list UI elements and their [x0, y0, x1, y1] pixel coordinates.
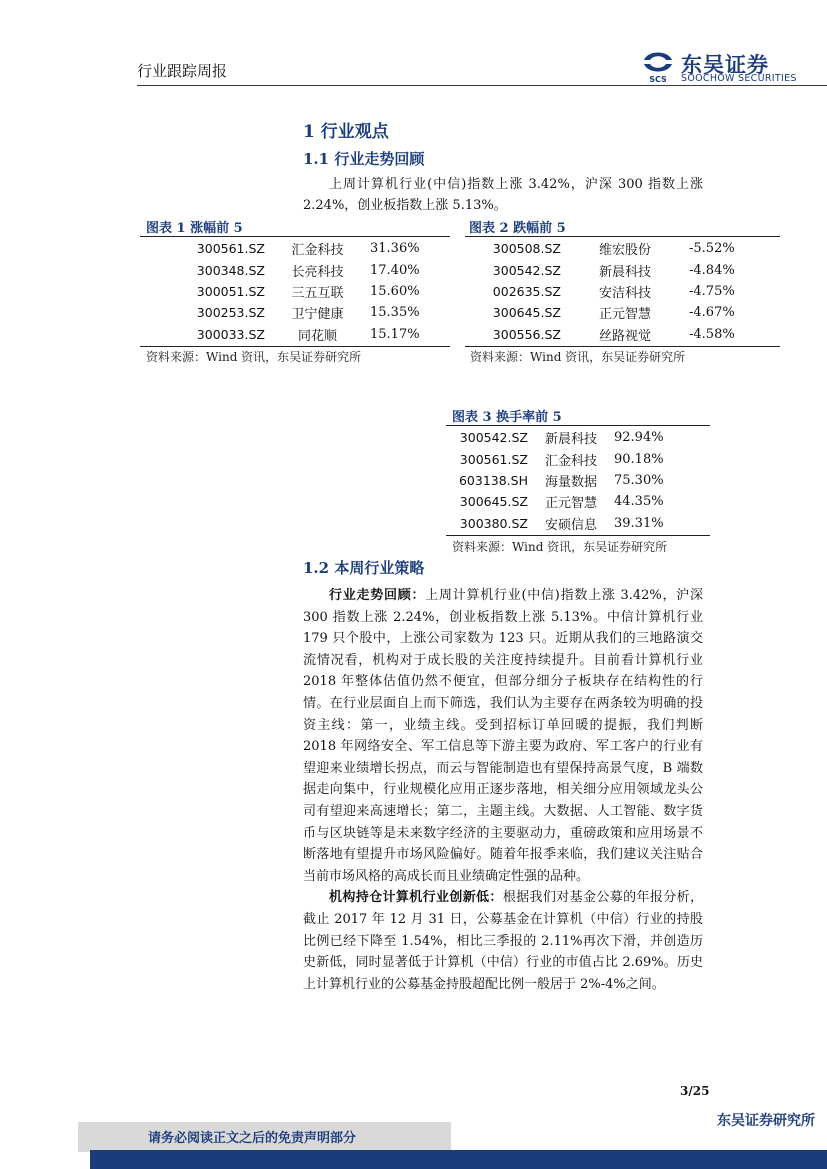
- table-row: [446, 448, 710, 469]
- stock-change: -4.84%: [689, 262, 735, 278]
- logo-mark-text: SCS: [649, 75, 667, 84]
- stock-code: 300645.SZ: [459, 494, 528, 510]
- paragraph-body: 上周计算机行业(中信)指数上涨 3.42%，沪深 300 指数上涨 2.24%，创业板指数上涨 5.13%。中信计算机行业 179 只个股中，上涨公司家数为 123 只。近期从我们的三地路演交流情况看，机构对于成长股的关注度持续提升。目前看计算机行业 2018 年整体估值仍然不便宜，但部分细分子板块存在结构性的行情。在行业层面自上而下筛选，我们认为主要存在两条较为明确的投资主线：第一，业绩主线。受到招标订单回暖的提振，我们判断 2018 年网络安全、军工信息等下游主要为政府、军工客户的行业有望迎来业绩增长拐点，而云与智能制造也有望保持高景气度，B 端数据走向集中，行业规模化应用正逐步落地，相关细分应用领域龙头公司有望迎来高速增长；第二，主题主线。大数据、人工智能、数字货币与区块链等是未来数字经济的主要驱动力，重磅政策和应用场景不断落地有望提升市场风险偏好。随着年报季来临，我们建议关注贴合当前市场风格的高成长而且业绩确定性强的品种。: [303, 588, 703, 884]
- table3-top-rule: [446, 425, 710, 426]
- strategy-paragraph-2: [303, 887, 703, 995]
- strategy-body: [303, 585, 703, 995]
- table-row: [465, 238, 780, 259]
- stock-code: 300556.SZ: [492, 326, 561, 342]
- stock-name: 新晨科技: [598, 264, 651, 280]
- stock-code: 300253.SZ: [196, 305, 265, 321]
- stock-name: 安硕信息: [544, 517, 597, 533]
- table2-top-rule: [465, 236, 780, 237]
- stock-change: -4.75%: [689, 283, 735, 299]
- table-row: [140, 259, 450, 280]
- report-type: 行业跟踪周报: [137, 62, 228, 80]
- table2-caption: 图表 2 跌幅前 5: [469, 221, 566, 236]
- stock-turnover: 39.31%: [614, 515, 664, 531]
- strategy-paragraph-1: [303, 585, 703, 887]
- stock-name: 三五互联: [291, 285, 344, 301]
- stock-change: 31.36%: [370, 241, 420, 257]
- stock-code: 300561.SZ: [459, 451, 528, 467]
- stock-name: 正元智慧: [544, 496, 597, 512]
- paragraph-lead: 行业走势回顾：: [329, 588, 426, 603]
- disclaimer-note: 请务必阅读正文之后的免责声明部分: [148, 1131, 357, 1146]
- table2-losers: [465, 238, 780, 345]
- table-row: [465, 281, 780, 302]
- logo-english: SOOCHOW SECURITIES: [681, 73, 797, 84]
- stock-name: 维宏股份: [598, 243, 651, 259]
- table-row: [465, 259, 780, 280]
- stock-code: 002635.SZ: [492, 283, 561, 299]
- table-row: [446, 470, 710, 491]
- table-row: [465, 302, 780, 323]
- stock-code: 300542.SZ: [459, 430, 528, 446]
- paragraph-lead: 机构持仓计算机行业创新低：: [329, 890, 503, 906]
- stock-code: 603138.SH: [458, 472, 528, 488]
- page-number: 3/25: [680, 1084, 710, 1098]
- table1-caption: 图表 1 涨幅前 5: [146, 221, 243, 236]
- subsection-title-strategy: 1.2 本周行业策略: [303, 559, 425, 577]
- subsection-title-trend: 1.1 行业走势回顾: [303, 150, 425, 168]
- table3-bottom-rule: [446, 535, 710, 536]
- stock-name: 长亮科技: [291, 264, 344, 280]
- table1-bottom-rule: [140, 346, 450, 347]
- soochow-logo-icon: [638, 48, 678, 84]
- stock-name: 海量数据: [544, 474, 597, 490]
- table-row: [140, 238, 450, 259]
- stock-turnover: 90.18%: [614, 451, 664, 467]
- trend-summary: 上周计算机行业(中信)指数上涨 3.42%，沪深 300 指数上涨 2.24%，创业板指数上涨 5.13%。: [303, 177, 703, 213]
- stock-name: 汇金科技: [544, 453, 597, 469]
- stock-code: 300348.SZ: [196, 262, 265, 278]
- footer-bar: [90, 1150, 827, 1169]
- stock-name: 正元智慧: [598, 307, 651, 323]
- stock-change: -4.58%: [689, 326, 735, 342]
- stock-name: 丝路视觉: [598, 328, 651, 344]
- stock-name: 汇金科技: [291, 243, 344, 259]
- stock-code: 300542.SZ: [492, 262, 561, 278]
- table2-bottom-rule: [465, 346, 780, 347]
- stock-turnover: 75.30%: [614, 472, 664, 488]
- header-rule: [137, 85, 827, 86]
- stock-name: 安洁科技: [598, 285, 651, 301]
- stock-turnover: 92.94%: [614, 430, 664, 446]
- stock-code: 300645.SZ: [492, 305, 561, 321]
- stock-code: 300051.SZ: [196, 283, 265, 299]
- table3-caption: 图表 3 换手率前 5: [452, 410, 562, 425]
- section-title: 1 行业观点: [303, 122, 389, 142]
- table-row: [446, 427, 710, 448]
- table-row: [140, 324, 450, 345]
- table3-source: 资料来源：Wind 资讯，东吴证券研究所: [452, 540, 668, 554]
- stock-change: 17.40%: [370, 262, 420, 278]
- table-row: [446, 513, 710, 534]
- stock-name: 新晨科技: [544, 432, 597, 448]
- table1-source: 资料来源：Wind 资讯，东吴证券研究所: [146, 350, 362, 364]
- table-row: [140, 302, 450, 323]
- paragraph-body: 根据我们对基金公募的年报分析，截止 2017 年 12 月 31 日，公募基金在计算机（中信）行业的持股比例已经下降至 1.54%，相比三季报的 2.11%再次下滑，并创造历史新低，同时显著低于计算机（中信）行业的市值占比 2.69%。历史上计算机行业的公募基金持股超配比例一般居于 2%-4%之间。: [303, 890, 703, 992]
- stock-change: 15.17%: [370, 326, 420, 342]
- table1-gainers: [140, 238, 450, 345]
- stock-change: 15.60%: [370, 283, 420, 299]
- table-row: [465, 324, 780, 345]
- table1-top-rule: [140, 236, 450, 237]
- stock-change: -4.67%: [689, 305, 735, 321]
- logo-chinese: 东吴证券: [681, 53, 769, 77]
- stock-change: -5.52%: [689, 241, 735, 257]
- stock-turnover: 44.35%: [614, 494, 664, 510]
- stock-code: 300561.SZ: [196, 241, 265, 257]
- stock-code: 300380.SZ: [459, 515, 528, 531]
- stock-code: 300033.SZ: [196, 326, 265, 342]
- stock-change: 15.35%: [370, 305, 420, 321]
- stock-name: 卫宁健康: [291, 307, 344, 323]
- table-row: [140, 281, 450, 302]
- stock-name: 同花顺: [297, 328, 337, 344]
- footer-institution: 东吴证券研究所: [717, 1113, 815, 1129]
- table2-source: 资料来源：Wind 资讯，东吴证券研究所: [470, 350, 686, 364]
- table-row: [446, 491, 710, 512]
- stock-code: 300508.SZ: [492, 241, 561, 257]
- table3-turnover: [446, 427, 710, 534]
